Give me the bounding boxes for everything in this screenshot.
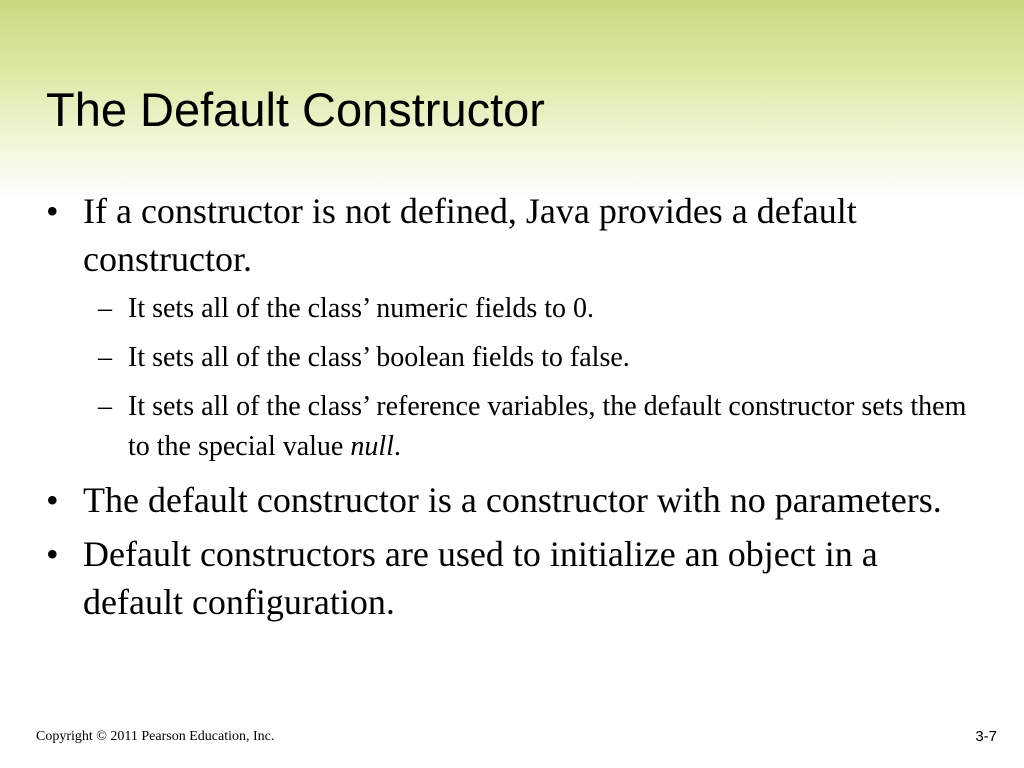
sub-bullet-text: It sets all of the class’ boolean fields to false. [128,342,630,373]
sub-bullet-item [46,387,986,467]
slide-body [46,187,986,632]
bullet-text: The default constructor is a constructor with no parameters. [83,480,942,520]
sub-bullet-marker: – [98,342,112,373]
bullet-text: Default constructors are used to initialize an object in a default configuration. [83,534,878,622]
sub-bullet-text: It sets all of the class’ numeric fields to 0. [128,293,595,324]
sub-bullet-item [46,338,986,378]
bullet-text: If a constructor is not defined, Java provides a default constructor. [83,191,857,279]
bullet-marker: • [46,534,59,574]
slide-number: 3-7 [975,728,997,745]
bullet-marker: • [46,191,59,231]
sub-bullet-text-after: . [393,431,401,462]
bullet-item [46,530,986,626]
null-keyword: null [350,431,394,462]
bullet-marker: • [46,480,59,520]
sub-bullet-item [46,289,986,329]
copyright-footer: Copyright © 2011 Pearson Education, Inc. [36,729,275,744]
sub-bullet-marker: – [98,293,112,324]
sub-bullet-text-before: It sets all of the class’ reference variables, the default constructor sets them to the special value [128,391,967,462]
bullet-item [46,187,986,283]
bullet-item [46,476,986,524]
slide-title: The Default Constructor [46,83,545,136]
sub-bullet-marker: – [98,391,112,422]
sub-bullet-list [46,289,986,467]
sub-bullet-text [128,391,966,462]
